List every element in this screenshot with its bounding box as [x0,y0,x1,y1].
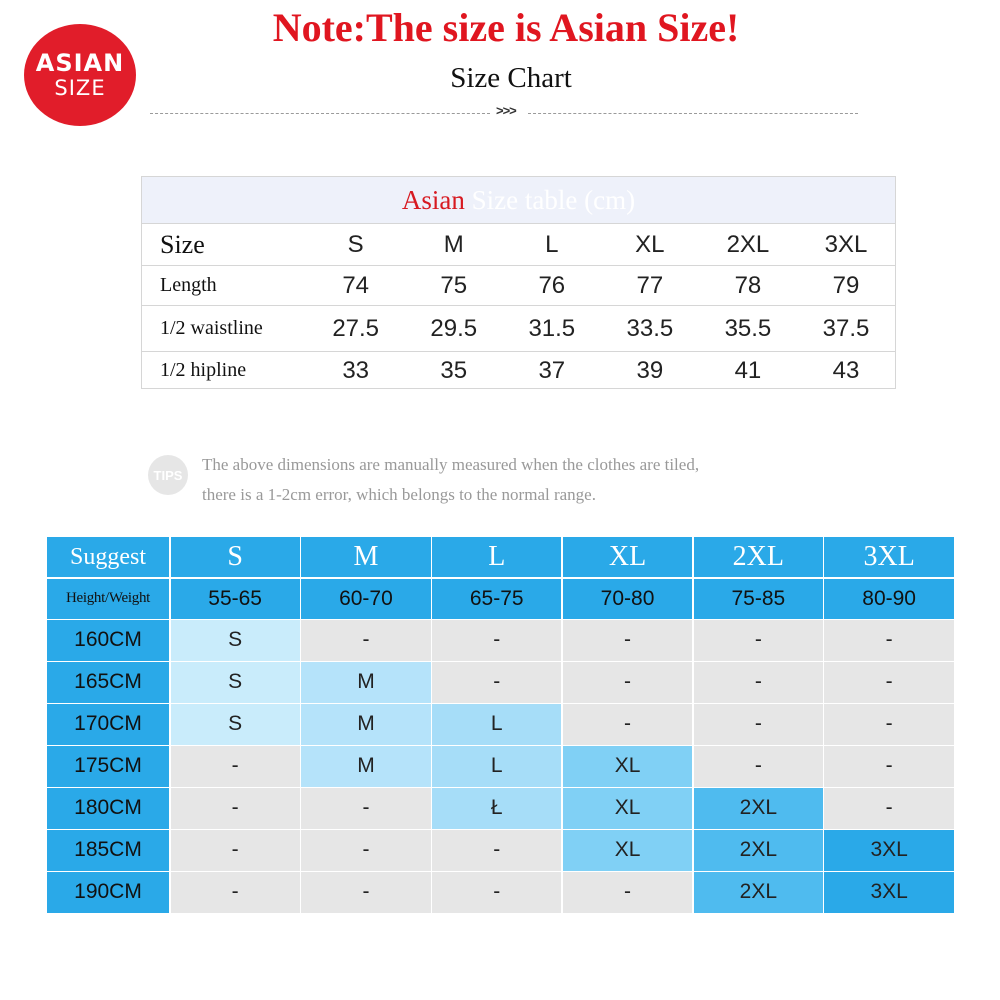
badge-line-1: ASIAN [35,49,125,78]
suggest-cell: - [301,788,430,829]
size-table-title [142,177,895,224]
table-cell: 33.5 [626,314,674,342]
suggest-cell: - [563,704,692,745]
size-col-header: XL [635,230,665,258]
table-row [142,306,895,352]
table-cell: 43 [832,356,860,384]
table-row [142,266,895,306]
suggest-cell: XL [563,746,692,787]
suggest-cell: 2XL [694,830,823,871]
tips-line-2: there is a 1-2cm error, which belongs to the normal range. [202,485,596,504]
table-cell: 31.5 [528,314,576,342]
height-label: 170CM [47,704,169,745]
suggest-size-header: S [171,537,300,577]
suggest-cell: S [171,662,300,703]
height-label: 180CM [47,788,169,829]
weight-range: 70-80 [563,579,692,619]
suggest-corner-label: Suggest [47,537,169,577]
table-cell: 27.5 [332,314,380,342]
height-label: 175CM [47,746,169,787]
suggest-cell: - [432,662,561,703]
table-cell: 75 [440,271,468,299]
suggest-cell: M [301,662,430,703]
suggest-cell: - [694,662,823,703]
suggest-cell: - [563,872,692,913]
weight-range: 75-85 [694,579,823,619]
suggest-cell: - [171,830,300,871]
suggest-cell: - [301,620,430,661]
suggest-cell: L [432,746,561,787]
table-cell: 78 [734,271,762,299]
suggest-cell: 2XL [694,788,823,829]
row-label-waistline: 1/2 waistline [160,317,263,339]
weight-range: 55-65 [171,579,300,619]
table-cell: 33 [342,356,370,384]
height-label: 165CM [47,662,169,703]
suggest-cell: M [301,704,430,745]
suggest-cell: - [432,830,561,871]
divider-left [150,113,490,114]
tips-icon: TIPS [148,455,188,495]
row-label-length: Length [160,274,217,296]
suggest-cell: XL [563,788,692,829]
table-cell: 41 [734,356,762,384]
suggest-cell: XL [563,830,692,871]
suggest-size-header: L [432,537,561,577]
suggest-cell: - [694,746,823,787]
suggest-cell: - [563,662,692,703]
suggest-cell: L [432,704,561,745]
suggest-cell: - [171,872,300,913]
size-chart-title: Size Chart [450,62,572,94]
table-row [142,352,895,389]
arrows-icon: >>> [496,103,516,118]
suggest-size-header: 3XL [824,537,953,577]
height-label: 190CM [47,872,169,913]
suggest-cell: - [301,830,430,871]
suggest-size-table [47,537,954,913]
weight-range: 80-90 [824,579,953,619]
asian-size-table [141,176,896,389]
suggest-cell: - [301,872,430,913]
suggest-cell: - [563,620,692,661]
size-col-header: L [545,230,559,258]
suggest-cell: - [171,788,300,829]
table-cell: 37.5 [822,314,870,342]
suggest-cell: - [824,788,953,829]
table-cell: 79 [832,271,860,299]
divider-right [528,113,858,114]
suggest-cell: S [171,704,300,745]
size-col-header: S [347,230,364,258]
table-cell: 35.5 [724,314,772,342]
table-cell: 76 [538,271,566,299]
suggest-size-header: M [301,537,430,577]
suggest-size-header: 2XL [694,537,823,577]
size-note-heading: Note:The size is Asian Size! [272,5,740,50]
suggest-cell: 2XL [694,872,823,913]
size-table-title-red: Asian [401,185,465,215]
size-col-header: M [443,230,464,258]
suggest-cell: - [824,704,953,745]
row-label-hipline: 1/2 hipline [160,359,247,381]
tips-text [202,450,822,510]
suggest-cell: S [171,620,300,661]
height-label: 185CM [47,830,169,871]
suggest-cell: - [694,620,823,661]
weight-range: 65-75 [432,579,561,619]
table-cell: 37 [538,356,566,384]
table-cell: 35 [440,356,468,384]
badge-line-2: SIZE [54,75,106,100]
tips-line-1: The above dimensions are manually measured when the clothes are tiled, [202,455,700,474]
suggest-cell: - [824,746,953,787]
suggest-cell: - [171,746,300,787]
suggest-cell: M [301,746,430,787]
table-cell: 29.5 [430,314,478,342]
size-col-header: 2XL [726,230,770,258]
height-weight-label: Height/Weight [47,579,169,619]
suggest-cell: 3XL [824,830,953,871]
suggest-cell: 3XL [824,872,953,913]
suggest-cell: - [432,620,561,661]
table-cell: 74 [342,271,370,299]
size-table-title-rest: Size table (cm) [464,185,636,215]
size-col-header: 3XL [824,230,868,258]
suggest-size-header: XL [563,537,692,577]
suggest-cell: - [432,872,561,913]
size-table-header-row [142,224,895,266]
suggest-cell: - [824,620,953,661]
table-cell: 77 [636,271,664,299]
suggest-cell: - [824,662,953,703]
weight-range: 60-70 [301,579,430,619]
size-header-label: Size [160,229,205,259]
table-cell: 39 [636,356,664,384]
suggest-cell: Ł [432,788,561,829]
suggest-cell: - [694,704,823,745]
height-label: 160CM [47,620,169,661]
